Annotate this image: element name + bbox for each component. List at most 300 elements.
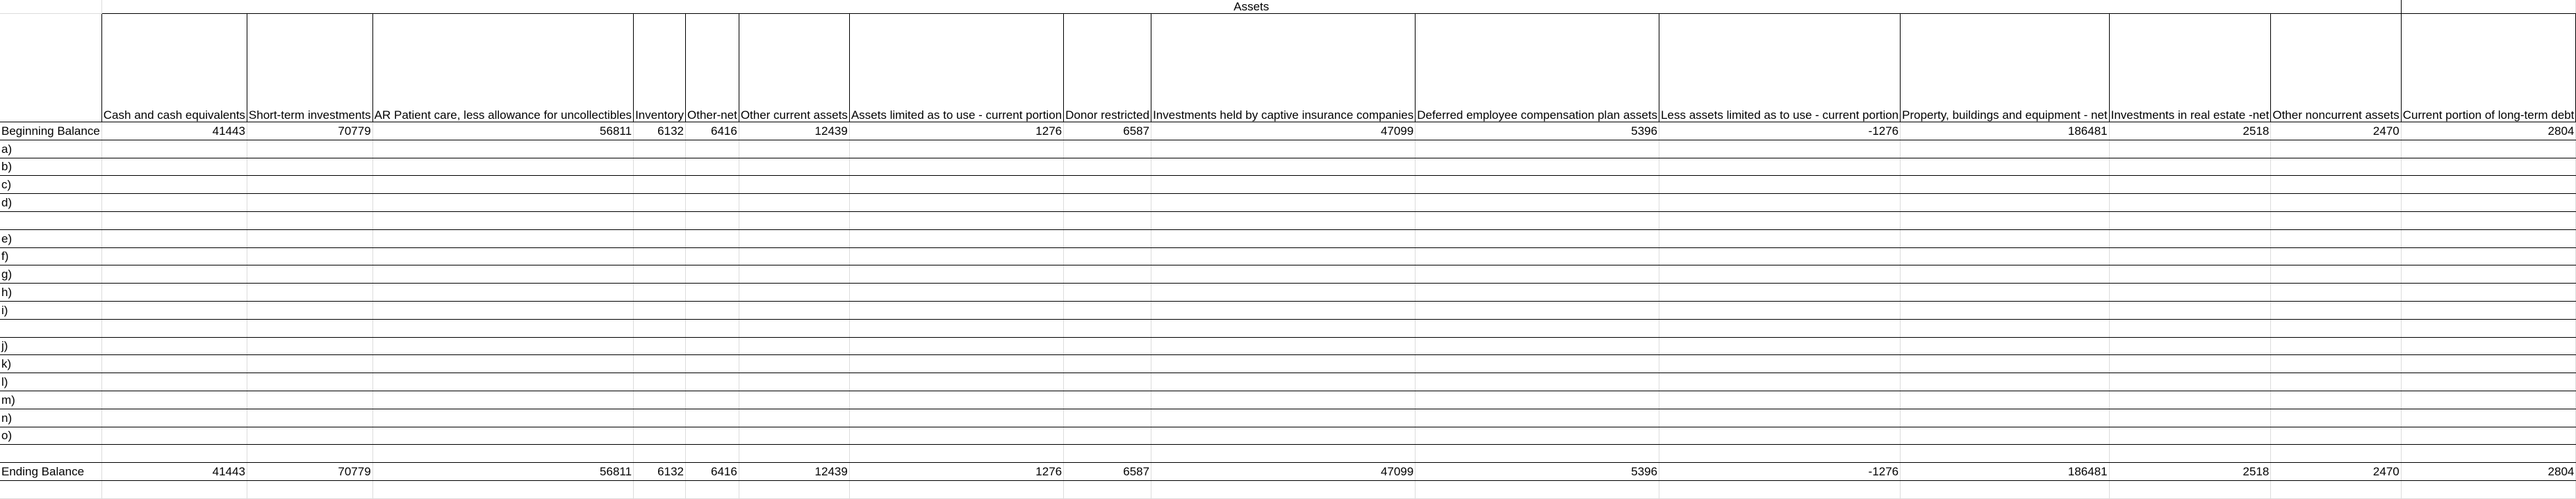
value-cell[interactable] [1416,158,1659,176]
value-cell[interactable] [739,337,849,355]
value-cell[interactable] [1416,319,1659,337]
value-cell[interactable] [2271,445,2401,463]
value-cell[interactable] [1901,211,2109,229]
value-cell[interactable] [1416,427,1659,445]
row-label[interactable]: Ending Balance [0,463,101,481]
value-cell[interactable] [2109,229,2271,247]
row-label[interactable] [0,211,101,229]
value-cell[interactable] [1659,445,1901,463]
value-cell[interactable] [1064,301,1151,319]
value-cell[interactable] [849,337,1063,355]
value-cell[interactable] [247,480,372,498]
value-cell[interactable] [1064,445,1151,463]
value-cell[interactable] [101,265,247,284]
value-cell[interactable] [849,176,1063,194]
value-cell[interactable] [634,176,686,194]
value-cell[interactable] [634,319,686,337]
value-cell[interactable] [372,373,633,391]
value-cell[interactable] [686,265,739,284]
value-cell[interactable] [372,427,633,445]
value-cell[interactable]: 6416 [686,122,739,140]
value-cell[interactable] [1064,211,1151,229]
column-header[interactable]: Other current assets [739,14,849,122]
assets-group-header[interactable]: Assets [101,0,2401,14]
value-cell[interactable] [739,445,849,463]
value-cell[interactable] [1416,229,1659,247]
column-header[interactable]: Less assets limited as to use - current portion [1659,14,1901,122]
value-cell[interactable] [101,301,247,319]
value-cell[interactable] [247,211,372,229]
value-cell[interactable] [1416,176,1659,194]
value-cell[interactable] [2401,247,2576,265]
value-cell[interactable]: 6132 [634,122,686,140]
value-cell[interactable] [849,480,1063,498]
value-cell[interactable] [2271,284,2401,302]
value-cell[interactable] [634,265,686,284]
value-cell[interactable] [1901,301,2109,319]
blank-group-cell[interactable] [2401,0,2576,14]
row-label[interactable]: o) [0,427,101,445]
value-cell[interactable] [1064,176,1151,194]
value-cell[interactable] [634,211,686,229]
value-cell[interactable] [2109,337,2271,355]
value-cell[interactable] [101,140,247,158]
value-cell[interactable] [101,480,247,498]
value-cell[interactable] [2401,427,2576,445]
value-cell[interactable] [1416,301,1659,319]
value-cell[interactable] [2271,194,2401,212]
value-cell[interactable] [372,355,633,373]
value-cell[interactable] [686,355,739,373]
value-cell[interactable] [739,480,849,498]
value-cell[interactable] [2401,229,2576,247]
value-cell[interactable] [1659,284,1901,302]
value-cell[interactable] [1901,391,2109,409]
row-label[interactable]: b) [0,158,101,176]
column-header[interactable]: Deferred employee compensation plan assets [1416,14,1659,122]
value-cell[interactable] [686,427,739,445]
row-label[interactable]: c) [0,176,101,194]
value-cell[interactable] [634,355,686,373]
value-cell[interactable] [1416,265,1659,284]
value-cell[interactable]: 5396 [1416,122,1659,140]
value-cell[interactable] [2271,480,2401,498]
value-cell[interactable] [634,337,686,355]
value-cell[interactable]: 6587 [1064,463,1151,481]
value-cell[interactable]: 12439 [739,122,849,140]
value-cell[interactable] [372,284,633,302]
value-cell[interactable]: 56811 [372,463,633,481]
value-cell[interactable] [686,445,739,463]
value-cell[interactable] [634,194,686,212]
row-label[interactable] [0,319,101,337]
row-label[interactable]: i) [0,301,101,319]
value-cell[interactable] [1151,355,1416,373]
value-cell[interactable]: 12439 [739,463,849,481]
value-cell[interactable] [2401,480,2576,498]
value-cell[interactable] [1659,194,1901,212]
value-cell[interactable] [1659,373,1901,391]
value-cell[interactable] [247,158,372,176]
row-header-blank[interactable] [0,14,101,122]
column-header[interactable]: Current portion of long-term debt [2401,14,2576,122]
value-cell[interactable] [1659,427,1901,445]
value-cell[interactable] [849,247,1063,265]
value-cell[interactable] [1416,211,1659,229]
value-cell[interactable]: 2518 [2109,463,2271,481]
value-cell[interactable]: -1276 [1659,463,1901,481]
value-cell[interactable] [1064,337,1151,355]
value-cell[interactable] [1064,158,1151,176]
value-cell[interactable]: 2470 [2271,122,2401,140]
value-cell[interactable] [1151,158,1416,176]
value-cell[interactable] [372,140,633,158]
value-cell[interactable] [1659,229,1901,247]
value-cell[interactable] [686,337,739,355]
value-cell[interactable] [849,319,1063,337]
value-cell[interactable] [247,176,372,194]
value-cell[interactable] [1416,373,1659,391]
value-cell[interactable] [634,480,686,498]
value-cell[interactable] [1659,337,1901,355]
value-cell[interactable] [2401,176,2576,194]
value-cell[interactable] [2109,319,2271,337]
value-cell[interactable] [2109,194,2271,212]
value-cell[interactable] [686,284,739,302]
value-cell[interactable] [1151,194,1416,212]
value-cell[interactable] [1901,427,2109,445]
value-cell[interactable] [2109,176,2271,194]
row-label[interactable]: h) [0,284,101,302]
value-cell[interactable] [372,445,633,463]
value-cell[interactable] [849,445,1063,463]
value-cell[interactable] [2109,373,2271,391]
value-cell[interactable] [1901,158,2109,176]
value-cell[interactable] [2271,176,2401,194]
column-header[interactable]: Investments in real estate -net [2109,14,2271,122]
value-cell[interactable] [247,319,372,337]
column-header[interactable]: AR Patient care, less allowance for uncollectibles [372,14,633,122]
value-cell[interactable] [101,284,247,302]
value-cell[interactable]: 186481 [1901,122,2109,140]
value-cell[interactable] [2271,140,2401,158]
value-cell[interactable] [247,373,372,391]
value-cell[interactable] [2271,158,2401,176]
value-cell[interactable] [1901,445,2109,463]
value-cell[interactable] [372,480,633,498]
value-cell[interactable] [101,373,247,391]
value-cell[interactable] [739,140,849,158]
value-cell[interactable] [634,247,686,265]
value-cell[interactable] [1659,265,1901,284]
value-cell[interactable] [849,409,1063,427]
value-cell[interactable] [849,373,1063,391]
value-cell[interactable] [686,319,739,337]
value-cell[interactable]: 2804 [2401,122,2576,140]
value-cell[interactable] [1151,211,1416,229]
value-cell[interactable] [849,301,1063,319]
value-cell[interactable] [739,265,849,284]
value-cell[interactable] [2109,211,2271,229]
value-cell[interactable] [634,158,686,176]
value-cell[interactable] [372,176,633,194]
value-cell[interactable] [2401,211,2576,229]
value-cell[interactable] [1151,427,1416,445]
value-cell[interactable] [1416,355,1659,373]
row-label[interactable]: f) [0,247,101,265]
value-cell[interactable]: 41443 [101,122,247,140]
value-cell[interactable] [1151,319,1416,337]
value-cell[interactable] [849,229,1063,247]
value-cell[interactable] [2271,391,2401,409]
value-cell[interactable] [2271,337,2401,355]
value-cell[interactable] [686,301,739,319]
value-cell[interactable] [739,194,849,212]
value-cell[interactable] [739,284,849,302]
value-cell[interactable] [1064,229,1151,247]
value-cell[interactable] [1064,194,1151,212]
value-cell[interactable]: 6132 [634,463,686,481]
value-cell[interactable]: -1276 [1659,122,1901,140]
value-cell[interactable]: 2804 [2401,463,2576,481]
value-cell[interactable] [1901,229,2109,247]
value-cell[interactable] [739,211,849,229]
value-cell[interactable]: 2470 [2271,463,2401,481]
row-label[interactable]: n) [0,409,101,427]
row-label[interactable]: j) [0,337,101,355]
value-cell[interactable] [739,409,849,427]
value-cell[interactable] [372,265,633,284]
column-header[interactable]: Other-net [686,14,739,122]
value-cell[interactable] [686,158,739,176]
value-cell[interactable] [2401,409,2576,427]
value-cell[interactable] [1064,373,1151,391]
value-cell[interactable] [634,445,686,463]
row-label[interactable]: g) [0,265,101,284]
value-cell[interactable] [1659,140,1901,158]
value-cell[interactable] [1151,140,1416,158]
value-cell[interactable] [2271,265,2401,284]
value-cell[interactable] [739,427,849,445]
value-cell[interactable] [634,373,686,391]
value-cell[interactable]: 47099 [1151,122,1416,140]
value-cell[interactable] [1659,319,1901,337]
value-cell[interactable] [247,427,372,445]
value-cell[interactable] [247,247,372,265]
value-cell[interactable] [2109,427,2271,445]
value-cell[interactable]: 186481 [1901,463,2109,481]
row-label[interactable]: d) [0,194,101,212]
value-cell[interactable] [2401,373,2576,391]
value-cell[interactable] [1416,284,1659,302]
value-cell[interactable] [1151,409,1416,427]
value-cell[interactable]: 70779 [247,122,372,140]
value-cell[interactable] [849,194,1063,212]
value-cell[interactable] [2109,391,2271,409]
value-cell[interactable] [739,301,849,319]
value-cell[interactable] [2109,247,2271,265]
value-cell[interactable]: 6416 [686,463,739,481]
value-cell[interactable] [1151,445,1416,463]
value-cell[interactable] [2109,355,2271,373]
value-cell[interactable] [1151,284,1416,302]
value-cell[interactable] [2109,445,2271,463]
value-cell[interactable] [372,319,633,337]
value-cell[interactable] [1416,445,1659,463]
value-cell[interactable] [2271,247,2401,265]
row-label[interactable]: l) [0,373,101,391]
value-cell[interactable] [247,445,372,463]
value-cell[interactable] [1659,409,1901,427]
row-label[interactable]: e) [0,229,101,247]
value-cell[interactable] [686,176,739,194]
value-cell[interactable] [101,229,247,247]
value-cell[interactable] [739,176,849,194]
value-cell[interactable] [101,391,247,409]
value-cell[interactable] [1064,355,1151,373]
value-cell[interactable] [1151,337,1416,355]
value-cell[interactable] [1659,247,1901,265]
value-cell[interactable] [849,158,1063,176]
value-cell[interactable] [372,229,633,247]
value-cell[interactable] [849,355,1063,373]
value-cell[interactable]: 41443 [101,463,247,481]
value-cell[interactable] [686,194,739,212]
value-cell[interactable] [2109,284,2271,302]
value-cell[interactable] [247,194,372,212]
value-cell[interactable] [2271,409,2401,427]
value-cell[interactable] [1901,480,2109,498]
value-cell[interactable] [1151,301,1416,319]
value-cell[interactable] [1151,247,1416,265]
value-cell[interactable] [2271,319,2401,337]
value-cell[interactable] [1151,480,1416,498]
column-header[interactable]: Other noncurrent assets [2271,14,2401,122]
value-cell[interactable] [2401,158,2576,176]
value-cell[interactable] [849,427,1063,445]
value-cell[interactable]: 47099 [1151,463,1416,481]
corner-cell[interactable] [0,0,101,14]
value-cell[interactable] [1659,480,1901,498]
value-cell[interactable] [247,140,372,158]
value-cell[interactable] [634,140,686,158]
value-cell[interactable] [2401,319,2576,337]
value-cell[interactable] [2401,140,2576,158]
value-cell[interactable] [1151,176,1416,194]
column-header[interactable]: Property, buildings and equipment - net [1901,14,2109,122]
value-cell[interactable] [101,247,247,265]
value-cell[interactable] [2271,229,2401,247]
value-cell[interactable] [101,409,247,427]
value-cell[interactable] [101,319,247,337]
value-cell[interactable] [1659,176,1901,194]
value-cell[interactable] [2109,301,2271,319]
value-cell[interactable] [1901,337,2109,355]
value-cell[interactable] [849,391,1063,409]
value-cell[interactable] [634,391,686,409]
value-cell[interactable] [2109,409,2271,427]
value-cell[interactable] [634,409,686,427]
column-header[interactable]: Assets limited as to use - current portion [849,14,1063,122]
column-header[interactable]: Inventory [634,14,686,122]
value-cell[interactable] [247,284,372,302]
value-cell[interactable]: 70779 [247,463,372,481]
value-cell[interactable] [2401,445,2576,463]
value-cell[interactable] [849,265,1063,284]
value-cell[interactable] [1901,409,2109,427]
value-cell[interactable] [2271,355,2401,373]
value-cell[interactable] [686,229,739,247]
column-header[interactable]: Investments held by captive insurance companies [1151,14,1416,122]
value-cell[interactable] [1659,301,1901,319]
value-cell[interactable] [634,229,686,247]
value-cell[interactable] [739,391,849,409]
value-cell[interactable] [1064,427,1151,445]
value-cell[interactable]: 5396 [1416,463,1659,481]
value-cell[interactable] [1064,265,1151,284]
value-cell[interactable] [849,140,1063,158]
value-cell[interactable] [1659,391,1901,409]
value-cell[interactable] [101,194,247,212]
value-cell[interactable] [1064,319,1151,337]
value-cell[interactable] [686,247,739,265]
value-cell[interactable] [1901,176,2109,194]
row-label[interactable]: a) [0,140,101,158]
value-cell[interactable] [634,301,686,319]
value-cell[interactable] [1064,247,1151,265]
value-cell[interactable] [1416,194,1659,212]
value-cell[interactable] [1901,194,2109,212]
row-label[interactable] [0,445,101,463]
value-cell[interactable] [372,391,633,409]
value-cell[interactable] [1151,265,1416,284]
row-label[interactable]: Beginning Balance [0,122,101,140]
value-cell[interactable] [1416,140,1659,158]
value-cell[interactable] [1416,480,1659,498]
value-cell[interactable] [2271,427,2401,445]
value-cell[interactable] [2401,391,2576,409]
value-cell[interactable] [2109,140,2271,158]
value-cell[interactable] [372,409,633,427]
column-header[interactable]: Short-term investments [247,14,372,122]
value-cell[interactable] [2401,301,2576,319]
value-cell[interactable] [1151,391,1416,409]
value-cell[interactable] [1901,373,2109,391]
value-cell[interactable] [1064,140,1151,158]
value-cell[interactable] [372,158,633,176]
value-cell[interactable] [686,211,739,229]
value-cell[interactable] [2109,158,2271,176]
value-cell[interactable] [739,319,849,337]
value-cell[interactable] [101,427,247,445]
value-cell[interactable]: 6587 [1064,122,1151,140]
value-cell[interactable] [101,337,247,355]
value-cell[interactable] [2271,301,2401,319]
value-cell[interactable] [101,445,247,463]
value-cell[interactable]: 2518 [2109,122,2271,140]
value-cell[interactable] [1064,480,1151,498]
value-cell[interactable] [1901,355,2109,373]
column-header[interactable]: Cash and cash equivalents [101,14,247,122]
value-cell[interactable] [686,480,739,498]
value-cell[interactable] [247,301,372,319]
value-cell[interactable] [247,391,372,409]
value-cell[interactable] [247,355,372,373]
value-cell[interactable] [372,247,633,265]
value-cell[interactable] [1416,337,1659,355]
value-cell[interactable] [686,373,739,391]
value-cell[interactable]: 1276 [849,122,1063,140]
